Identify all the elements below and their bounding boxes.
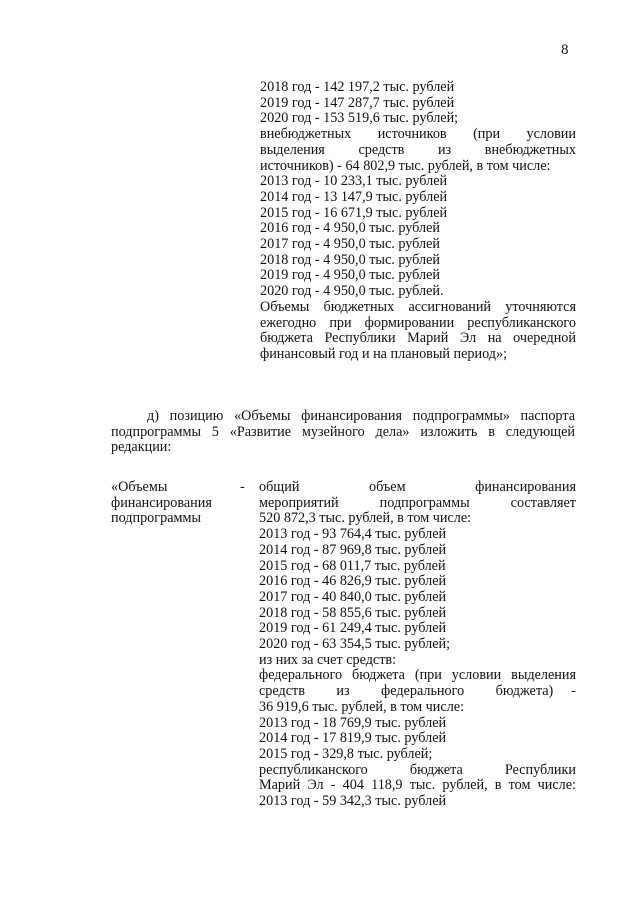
note-line: ежегодно при формировании республиканского <box>260 314 576 331</box>
year-line: 2015 год - 68 011,7 тыс. рублей <box>259 557 446 574</box>
year-line: 2013 год - 59 342,3 тыс. рублей <box>259 793 447 810</box>
offbudget-total: источников) - 64 802,9 тыс. рублей, в том числе: <box>260 157 551 174</box>
federal-dash: - <box>571 683 576 700</box>
federal-line: средств из федерального бюджета) <box>259 683 554 700</box>
year-line: 2015 год - 329,8 тыс. рублей; <box>259 745 433 762</box>
year-line: 2020 год - 153 519,6 тыс. рублей; <box>260 110 459 127</box>
year-line: 2013 год - 10 233,1 тыс. рублей <box>260 173 448 190</box>
paragraph-line: д) позицию «Объемы финансирования подпрограммы» паспорта <box>147 408 575 424</box>
year-line: 2018 год - 142 197,2 тыс. рублей <box>260 79 455 95</box>
federal-total: 36 919,6 тыс. рублей, в том числе: <box>259 698 465 715</box>
year-line: 2020 год - 4 950,0 тыс. рублей. <box>260 283 444 300</box>
year-line: 2016 год - 4 950,0 тыс. рублей <box>260 220 440 237</box>
total-line: общий объем финансирования <box>259 479 576 495</box>
row-dash: - <box>240 479 245 495</box>
financing-continuation <box>260 80 576 363</box>
year-line: 2014 год - 17 819,9 тыс. рублей <box>259 730 447 747</box>
row-label <box>111 480 251 527</box>
note-last-line: финансовый год и на плановый период»; <box>260 345 508 362</box>
page-number: 8 <box>561 42 569 58</box>
row-label-line: финансирования <box>111 494 212 511</box>
paragraph-last-line: редакции: <box>111 439 172 456</box>
federal-line: федерального бюджета (при условии выделения <box>259 667 576 684</box>
year-line: 2019 год - 61 249,4 тыс. рублей <box>259 620 447 637</box>
year-line: 2018 год - 4 950,0 тыс. рублей <box>260 251 440 268</box>
year-line: 2015 год - 16 671,9 тыс. рублей <box>260 204 448 221</box>
year-line: 2016 год - 46 826,9 тыс. рублей <box>259 573 447 590</box>
row-content <box>259 480 576 810</box>
federal-line-with-dash <box>259 684 576 700</box>
year-line: 2018 год - 58 855,6 тыс. рублей <box>259 604 447 621</box>
paragraph-line: подпрограммы 5 «Развитие музейного дела» изложить в следующей <box>111 423 575 440</box>
republic-line: Марий Эл - 404 118,9 тыс. рублей, в том числе: <box>259 777 576 794</box>
year-line: 2014 год - 87 969,8 тыс. рублей <box>259 541 447 558</box>
total-line: мероприятий подпрограммы составляет <box>259 494 576 511</box>
note-line: бюджета Республики Марий Эл на очередной <box>260 330 576 347</box>
year-line: 2013 год - 93 764,4 тыс. рублей <box>259 526 447 543</box>
note-line: Объемы бюджетных ассигнований уточняются <box>260 298 576 315</box>
year-line: 2014 год - 13 147,9 тыс. рублей <box>260 188 448 205</box>
offbudget-line: внебюджетных источников (при условии <box>260 126 576 143</box>
year-line: 2020 год - 63 354,5 тыс. рублей; <box>259 636 451 653</box>
year-line: 2017 год - 40 840,0 тыс. рублей <box>259 588 447 605</box>
republic-line: республиканского бюджета Республики <box>259 761 576 778</box>
year-line: 2019 год - 4 950,0 тыс. рублей <box>260 267 440 284</box>
total-amount: 520 872,3 тыс. рублей, в том числе: <box>259 510 472 527</box>
year-line: 2017 год - 4 950,0 тыс. рублей <box>260 236 440 253</box>
row-label-line: подпрограммы <box>111 510 201 527</box>
year-line: 2013 год - 18 769,9 тыс. рублей <box>259 714 447 731</box>
year-line: 2019 год - 147 287,7 тыс. рублей <box>260 94 455 111</box>
amendment-paragraph <box>111 409 575 456</box>
sources-header: из них за счет средств: <box>259 651 397 668</box>
offbudget-line: выделения средств из внебюджетных <box>260 141 576 158</box>
row-label-line: «Объемы <box>111 479 168 495</box>
